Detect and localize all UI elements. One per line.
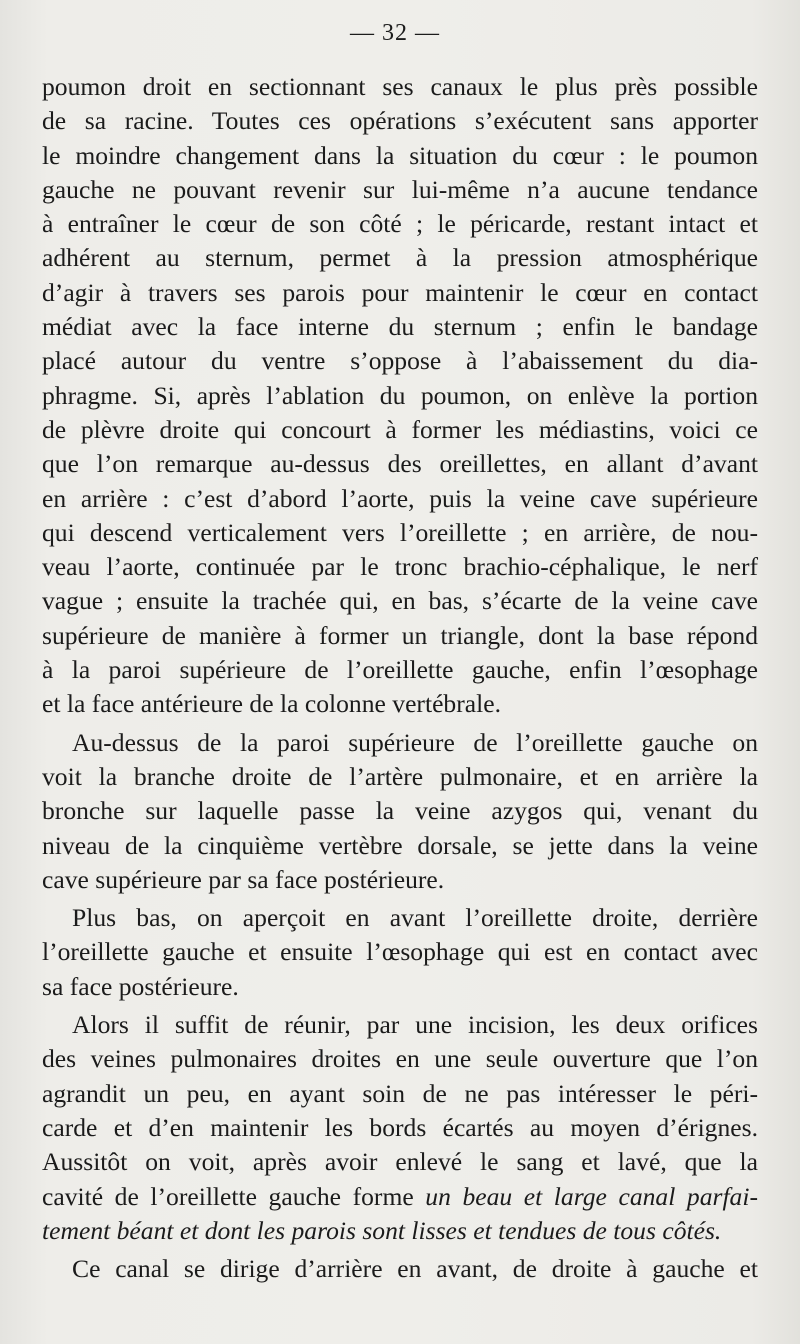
text-line: des veines pulmonaires droites en une seule ouverture que l’on	[42, 1044, 758, 1074]
paragraph-1	[42, 70, 758, 722]
text-line: gauche ne pouvant revenir sur lui-même n’a aucune tendance	[42, 174, 758, 204]
text-line: cave supérieure par sa face postérieure.	[42, 864, 445, 894]
text-line: Plus bas, on aperçoit en avant l’oreillette droite, derrière	[72, 903, 758, 933]
text-line: vague ; ensuite la trachée qui, en bas, s’écarte de la veine cave	[42, 586, 758, 616]
text-line: d’agir à travers ses parois pour maintenir le cœur en contact	[42, 277, 758, 307]
text-line: supérieure de manière à former un triangle, dont la base répond	[42, 620, 758, 650]
page-number: — 32 —	[350, 20, 440, 46]
paragraph-4	[42, 1008, 758, 1248]
text-line: agrandit un peu, en ayant soin de ne pas intéresser le péri-	[42, 1078, 758, 1108]
text-line: médiat avec la face interne du sternum ; enfin le bandage	[42, 312, 758, 342]
text-line: de plèvre droite qui concourt à former les médiastins, voici ce	[42, 414, 758, 444]
text-line: voit la branche droite de l’artère pulmonaire, et en arrière la	[42, 761, 758, 791]
text-line: carde et d’en maintenir les bords écartés au moyen d’érignes.	[42, 1112, 758, 1142]
text-line: Alors il suffit de réunir, par une incision, les deux orifices	[72, 1010, 758, 1040]
text-normal: cavité de l’oreillette gauche forme	[42, 1181, 426, 1211]
text-line: adhérent au sternum, permet à la pression atmosphérique	[42, 243, 758, 273]
paragraph-2	[42, 726, 758, 897]
paragraph-3	[42, 901, 758, 1004]
text-line: niveau de la cinquième vertèbre dorsale, se jette dans la veine	[42, 830, 758, 860]
text-line: l’oreillette gauche et ensuite l’œsophage qui est en contact avec	[42, 937, 758, 967]
text-line: veau l’aorte, continuée par le tronc brachio-céphalique, le nerf	[42, 552, 758, 582]
text-line: phragme. Si, après l’ablation du poumon, on enlève la portion	[42, 380, 758, 410]
paragraph-5	[42, 1252, 758, 1286]
text-italic: un beau et large canal parfai-	[425, 1181, 758, 1211]
text-line: que l’on remarque au-dessus des oreillettes, en allant d’avant	[42, 449, 758, 479]
text-line: qui descend verticalement vers l’oreillette ; en arrière, de nou-	[42, 517, 758, 547]
text-line: à entraîner le cœur de son côté ; le péricarde, restant intact et	[42, 209, 758, 239]
text-line: en arrière : c’est d’abord l’aorte, puis la veine cave supérieure	[42, 483, 758, 513]
text-line: le moindre changement dans la situation du cœur : le poumon	[42, 140, 758, 170]
text-line: à la paroi supérieure de l’oreillette gauche, enfin l’œsophage	[42, 655, 758, 685]
text-line: bronche sur laquelle passe la veine azygos qui, venant du	[42, 796, 758, 826]
text-line: Ce canal se dirige d’arrière en avant, de droite à gauche et	[72, 1254, 758, 1284]
text-italic-line: tement béant et dont les parois sont lisses et tendues de tous côtés.	[42, 1215, 722, 1245]
body-text	[42, 70, 758, 1290]
text-line: Au-dessus de la paroi supérieure de l’oreillette gauche on	[72, 727, 758, 757]
text-line: Aussitôt on voit, après avoir enlevé le sang et lavé, que la	[42, 1147, 758, 1177]
text-line-mixed	[42, 1180, 758, 1214]
text-line: sa face postérieure.	[42, 971, 239, 1001]
text-line: de sa racine. Toutes ces opérations s’exécutent sans apporter	[42, 106, 758, 136]
text-line: et la face antérieure de la colonne vertébrale.	[42, 689, 501, 719]
text-line: poumon droit en sectionnant ses canaux le plus près possible	[42, 72, 758, 101]
text-line: placé autour du ventre s’oppose à l’abaissement du dia-	[42, 346, 758, 376]
